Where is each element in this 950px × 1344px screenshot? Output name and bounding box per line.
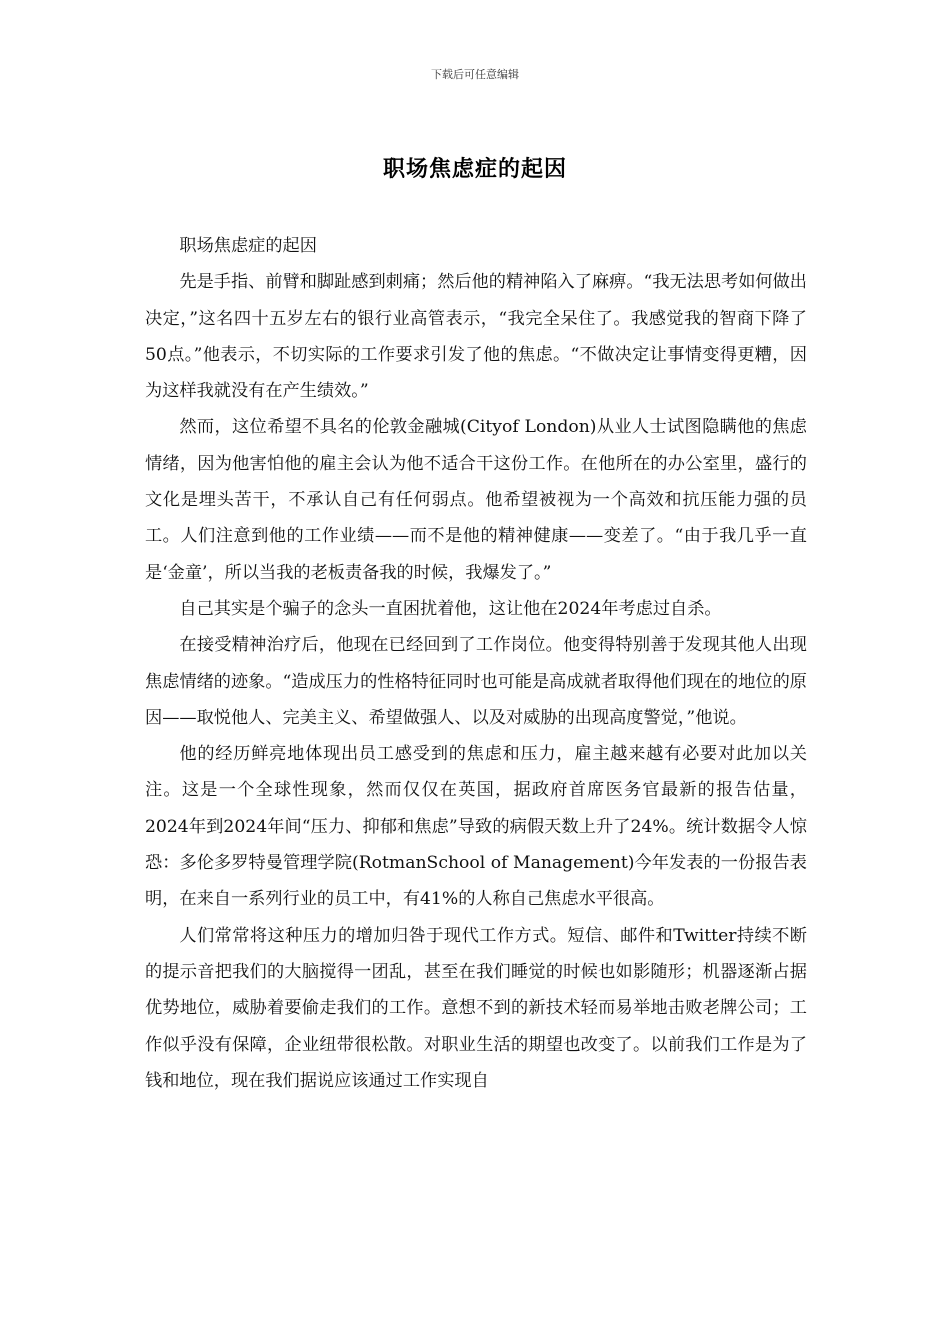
paragraph: 他的经历鲜亮地体现出员工感受到的焦虑和压力，雇主越来越有必要对此加以关注。这是一个全球性现象，然而仅仅在英国，据政府首席医务官最新的报告估量，2024年到2024年间“压力、抑郁和焦虑”导致的病假天数上升了24%。统计数据令人惊恐：多伦多罗特曼管理学院(RotmanSchool of Management)今年发表的一份报告表明，在来自一系列行业的员工中，有41%的人称自己焦虑水平很高。 [145,744,807,910]
document-body [145,228,807,1099]
header-note: 下载后可任意编辑 [431,68,519,81]
paragraph: 先是手指、前臂和脚趾感到刺痛；然后他的精神陷入了麻痹。“我无法思考如何做出决定，”这名四十五岁左右的银行业高管表示，“我完全呆住了。我感觉我的智商下降了50点。”他表示，不切实际的工作要求引发了他的焦虑。“不做决定让事情变得更糟，因为这样我就没有在产生绩效。” [145,272,807,402]
paragraph: 自己其实是个骗子的念头一直困扰着他，这让他在2024年考虑过自杀。 [179,598,722,619]
paragraph: 然而，这位希望不具名的伦敦金融城(Cityof London)从业人士试图隐瞒他的焦虑情绪，因为他害怕他的雇主会认为他不适合干这份工作。在他所在的办公室里，盛行的文化是埋头苦干，不承认自己有任何弱点。他希望被视为一个高效和抗压能力强的员工。人们注意到他的工作业绩——而不是他的精神健康——变差了。“由于我几乎一直是‘金童’，所以当我的老板责备我的时候，我爆发了。” [145,417,807,583]
paragraph: 在接受精神治疗后，他现在已经回到了工作岗位。他变得特别善于发现其他人出现焦虑情绪的迹象。“造成压力的性格特征同时也可能是高成就者取得他们现在的地位的原因——取悦他人、完美主义、希望做强人、以及对威胁的出现高度警觉，”他说。 [145,635,807,728]
paragraph: 职场焦虑症的起因 [179,236,317,256]
paragraph: 人们常常将这种压力的增加归咎于现代工作方式。短信、邮件和Twitter持续不断的提示音把我们的大脑搅得一团乱，甚至在我们睡觉的时候也如影随形；机器逐渐占据优势地位，威胁着要偷走我们的工作。意想不到的新技术轻而易举地击败老牌公司；工作似乎没有保障，企业纽带很松散。对职业生活的期望也改变了。以前我们工作是为了钱和地位，现在我们据说应该通过工作实现自 [145,925,807,1091]
document-title: 职场焦虑症的起因 [382,157,567,182]
